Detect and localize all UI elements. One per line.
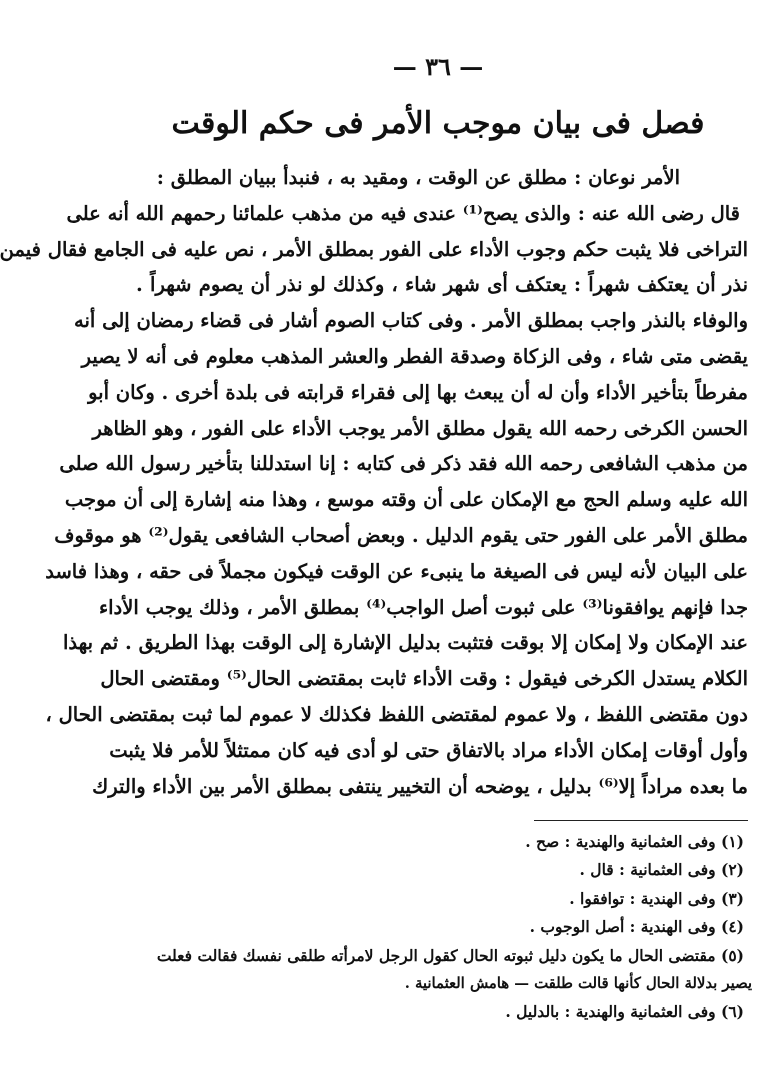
body-text bbox=[0, 160, 748, 804]
body-line: عند الإمكان ولا إمكان إلا بوقت فتثبت بدليل الإشارة إلى الوقت بهذا الطريق . ثم بهذا bbox=[62, 631, 748, 655]
body-line: التراخى فلا يثبت حكم وجوب الأداء على الفور بمطلق الأمر ، نص عليه فى الجامع فقال فيمن bbox=[0, 237, 748, 261]
body-line: والوفاء بالنذر واجب بمطلق الأمر . وفى كتاب الصوم أشار فى قضاء رمضان إلى أنه bbox=[73, 309, 748, 333]
page-number: — ٣٦ — bbox=[392, 52, 484, 81]
body-line: نذر أن يعتكف شهراً : يعتكف أى شهر شاء ، وكذلك لو نذر أن يصوم شهراً . bbox=[136, 273, 748, 297]
body-line: قال رضى الله عنه : والذى يصح⁽¹⁾ عندى فيه من مذهب علمائنا رحمهم الله أنه على bbox=[66, 201, 740, 225]
footnote-divider bbox=[534, 820, 748, 821]
body-line: ما بعده مراداً إلا⁽⁶⁾ بدليل ، يوضحه أن التخيير ينتفى بمطلق الأمر بين الأداء والترك bbox=[92, 774, 748, 798]
body-line: مطلق الأمر على الفور حتى يقوم الدليل . وبعض أصحاب الشافعى يقول⁽²⁾ هو موقوف bbox=[54, 523, 748, 547]
footnote: (٢) وفى العثمانية : قال . bbox=[579, 860, 744, 880]
section-title: فصل فى بيان موجب الأمر فى حكم الوقت bbox=[171, 106, 705, 141]
body-line: يقضى متى شاء ، وفى الزكاة وصدقة الفطر والعشر المذهب معلوم فى أنه لا يصير bbox=[81, 344, 748, 368]
body-line: مفرطاً بتأخير الأداء وأن له أن يبعث بها إلى فقراء قرابته فى بلدة أخرى . وكان أبو bbox=[88, 380, 748, 404]
body-line: وأول أوقات إمكان الأداء مراد بالاتفاق حتى لو أدى فيه كان ممتثلاً للأمر فلا يثبت bbox=[109, 738, 748, 762]
footnote: (٥) مقتضى الحال ما يكون دليل ثبوته الحال كقول الرجل لامرأته طلقى نفسك فقالت فعلت bbox=[156, 945, 744, 965]
body-line: على البيان لأنه ليس فى الصيغة ما ينبىء عن الوقت فيكون مجملاً فى حقه ، وهذا فاسد bbox=[45, 559, 748, 583]
body-line: الكلام يستدل الكرخى فيقول : وقت الأداء ثابت بمقتضى الحال⁽⁵⁾ ومقتضى الحال bbox=[100, 667, 748, 691]
body-line: الأمر نوعان : مطلق عن الوقت ، ومقيد به ، فنبدأ ببيان المطلق : bbox=[156, 166, 680, 189]
footnote: (٣) وفى الهندية : توافقوا . bbox=[569, 888, 744, 908]
body-line: من مذهب الشافعى رحمه الله فقد ذكر فى كتابه : إنا استدللنا بتأخير رسول الله صلى bbox=[59, 452, 748, 476]
body-line: دون مقتضى اللفظ ، ولا عموم لمقتضى اللفظ فكذلك لا عموم لما ثبت بمقتضى الحال ، bbox=[45, 702, 748, 726]
footnote: (٤) وفى الهندية : أصل الوجوب . bbox=[529, 917, 744, 937]
footnote-continuation: يصير بدلالة الحال كأنها قالت طلقت — هامش العثمانية . bbox=[404, 974, 752, 992]
footnotes bbox=[136, 828, 752, 1027]
body-line: الله عليه وسلم الحج مع الإمكان على أن وقته موسع ، وهذا منه إشارة إلى أن موجب bbox=[64, 488, 748, 512]
footnote: (١) وفى العثمانية والهندية : صح . bbox=[525, 832, 744, 851]
footnote: (٦) وفى العثمانية والهندية : بالدليل . bbox=[505, 1002, 744, 1022]
body-line: الحسن الكرخى رحمه الله يقول مطلق الأمر يوجب الأداء على الفور ، وهو الظاهر bbox=[92, 416, 748, 440]
body-line: جدا فإنهم يوافقونا⁽³⁾ على ثبوت أصل الواجب⁽⁴⁾ بمطلق الأمر ، وذلك يوجب الأداء bbox=[98, 595, 748, 619]
